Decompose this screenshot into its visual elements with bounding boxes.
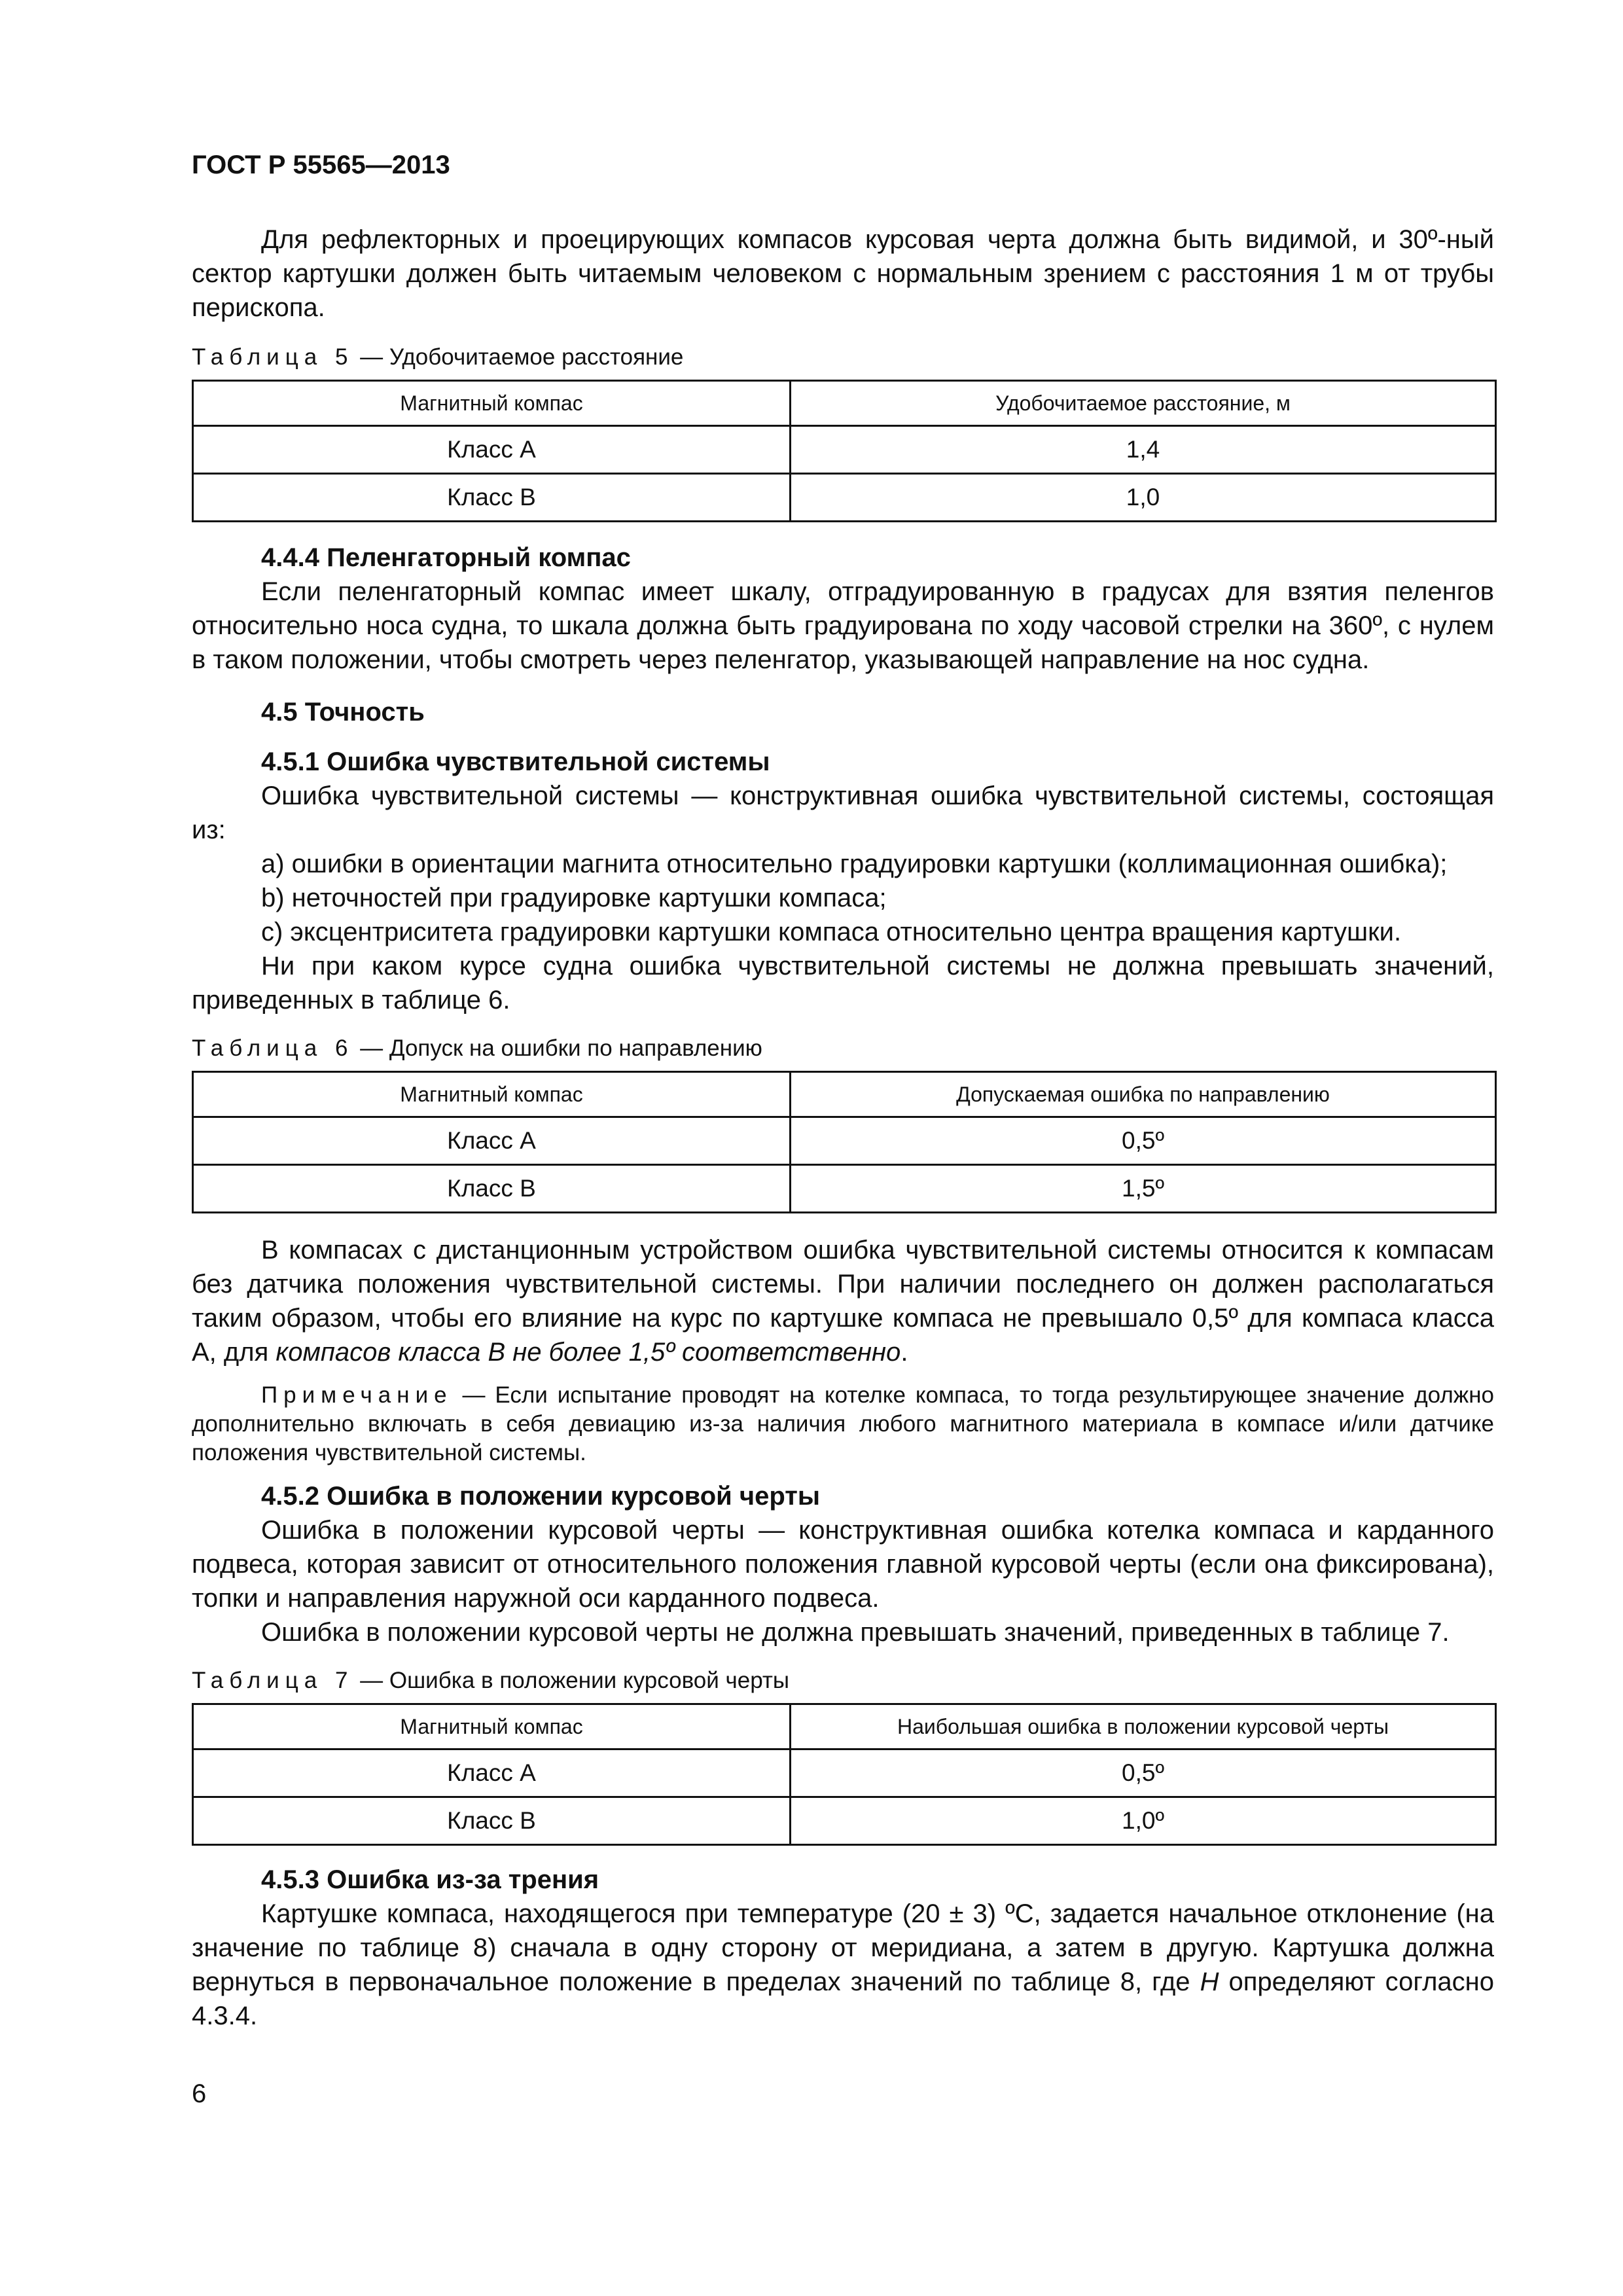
section-4-5-3-paragraph — [192, 1897, 1494, 2033]
table6-cell-class: Класс А — [193, 1117, 791, 1165]
section-heading-4-5-3: 4.5.3 Ошибка из-за трения — [261, 1865, 599, 1894]
table-row — [193, 1165, 1496, 1213]
page-number: 6 — [192, 2079, 207, 2108]
intro-paragraph: Для рефлекторных и проецирующих компасов курсовая черта должна быть видимой, и 30º-ный сектор картушки должен быть читаемым человеком с нормальным зрением с расстояния 1 м от трубы перископа. — [192, 225, 1494, 322]
table6-header-error: Допускаемая ошибка по направлению — [791, 1072, 1496, 1117]
table5-cell-class: Класс В — [193, 474, 791, 522]
document-header: ГОСТ Р 55565—2013 — [192, 151, 450, 179]
table5-caption — [192, 343, 1494, 372]
table6-cell-value: 0,5º — [791, 1117, 1496, 1165]
remote-device-end: . — [901, 1338, 908, 1367]
table7-cell-class: Класс А — [193, 1749, 791, 1797]
note-label: Примечание — [261, 1382, 453, 1408]
table-row — [193, 1117, 1496, 1165]
table5-cell-class: Класс А — [193, 426, 791, 474]
table6-cell-class: Класс В — [193, 1165, 791, 1213]
table-row — [193, 1749, 1496, 1797]
list-item: b) неточностей при градуировке картушки компаса; — [261, 884, 887, 912]
section-4-5-2-paragraph: Ошибка в положении курсовой черты — конструктивная ошибка котелка компаса и карданного подвеса, которая зависит от относительного положения главной курсовой черты (если она фиксирована), топки и направления наружной оси карданного подвеса. — [192, 1516, 1494, 1613]
table5-cell-value: 1,4 — [791, 426, 1496, 474]
section-heading-4-5: 4.5 Точность — [261, 698, 425, 726]
table7-caption-title: — Ошибка в положении курсовой черты — [353, 1668, 790, 1693]
table6-header-compass: Магнитный компас — [193, 1072, 791, 1117]
section-4-5-1-paragraph-2: Ни при каком курсе судна ошибка чувствительной системы не должна превышать значений, приведенных в таблице 6. — [192, 952, 1494, 1014]
table5 — [192, 380, 1497, 522]
table6 — [192, 1071, 1497, 1213]
section-4-4-4-paragraph: Если пеленгаторный компас имеет шкалу, отградуированную в градусах для взятия пеленгов относительно носа судна, то шкала должна быть градуирована по ходу часовой стрелки на 360º, с нулем в таком положении, чтобы смотреть через пеленгатор, указывающей направление на нос судна. — [192, 577, 1494, 674]
table6-cell-value: 1,5º — [791, 1165, 1496, 1213]
table7-caption-label: Таблица 7 — [192, 1668, 354, 1693]
table7 — [192, 1703, 1497, 1846]
table5-cell-value: 1,0 — [791, 474, 1496, 522]
table5-caption-title: — Удобочитаемое расстояние — [353, 344, 684, 370]
section-heading-4-5-1: 4.5.1 Ошибка чувствительной системы — [261, 747, 770, 776]
table5-header-compass: Магнитный компас — [193, 381, 791, 426]
section-4-5-3-text-after: определяют согласно 4.3.4. — [192, 1967, 1495, 2030]
list-item: c) эксцентриситета градуировки картушки компаса относительно центра вращения картушки. — [261, 918, 1402, 946]
table-row — [193, 426, 1496, 474]
table7-caption — [192, 1666, 1494, 1695]
remote-device-text: В компасах с дистанционным устройством ошибка чувствительной системы относится к компасам без датчика положения чувствительной системы. При наличии последнего он должен располагаться таким образом, чтобы его влияние на курс по картушке компаса не превышало 0,5º для компаса класса А, для — [192, 1236, 1494, 1367]
table7-cell-class: Класс В — [193, 1797, 791, 1845]
section-heading-4-4-4: 4.4.4 Пеленгаторный компас — [261, 543, 631, 572]
table7-cell-value: 0,5º — [791, 1749, 1496, 1797]
table-row — [193, 474, 1496, 522]
note-paragraph — [192, 1381, 1494, 1467]
section-heading-4-5-2: 4.5.2 Ошибка в положении курсовой черты — [261, 1482, 821, 1511]
table7-cell-value: 1,0º — [791, 1797, 1496, 1845]
note-text: — Если испытание проводят на котелке компаса, то тогда результирующее значение должно дополнительно включать в себя девиацию из-за наличия любого магнитного материала в компасе и/или датчике положения чувствительной системы. — [192, 1382, 1494, 1465]
section-4-5-2-paragraph-2: Ошибка в положении курсовой черты не должна превышать значений, приведенных в таблице 7. — [261, 1618, 1450, 1647]
table7-header-compass: Магнитный компас — [193, 1704, 791, 1749]
section-4-5-3-italic: H — [1200, 1967, 1219, 1996]
list-item: a) ошибки в ориентации магнита относительно градуировки картушки (коллимационная ошибка); — [261, 850, 1448, 878]
table5-header-distance: Удобочитаемое расстояние, м — [791, 381, 1496, 426]
table-header-row — [193, 1072, 1496, 1117]
table-row — [193, 1797, 1496, 1845]
table-header-row — [193, 1704, 1496, 1749]
table5-caption-label: Таблица 5 — [192, 344, 354, 370]
page-body — [192, 223, 1494, 2033]
table-header-row — [193, 381, 1496, 426]
table6-caption — [192, 1034, 1494, 1063]
section-4-5-1-paragraph: Ошибка чувствительной системы — конструктивная ошибка чувствительной системы, состоящая из: — [192, 781, 1494, 844]
section-4-5-3-text-before: Картушке компаса, находящегося при температуре (20 ± 3) ºC, задается начальное отклонение (на значение по таблице 8) сначала в одну сторону от меридиана, а затем в другую. Картушка должна вернуться в первоначальное положение в пределах значений по таблице 8, где — [192, 1899, 1494, 1996]
table7-header-error: Наибольшая ошибка в положении курсовой черты — [791, 1704, 1496, 1749]
remote-device-italic: компасов класса В не более 1,5º соответственно — [276, 1338, 901, 1367]
remote-device-paragraph — [192, 1233, 1494, 1369]
table6-caption-label: Таблица 6 — [192, 1035, 354, 1061]
table6-caption-title: — Допуск на ошибки по направлению — [353, 1035, 762, 1061]
